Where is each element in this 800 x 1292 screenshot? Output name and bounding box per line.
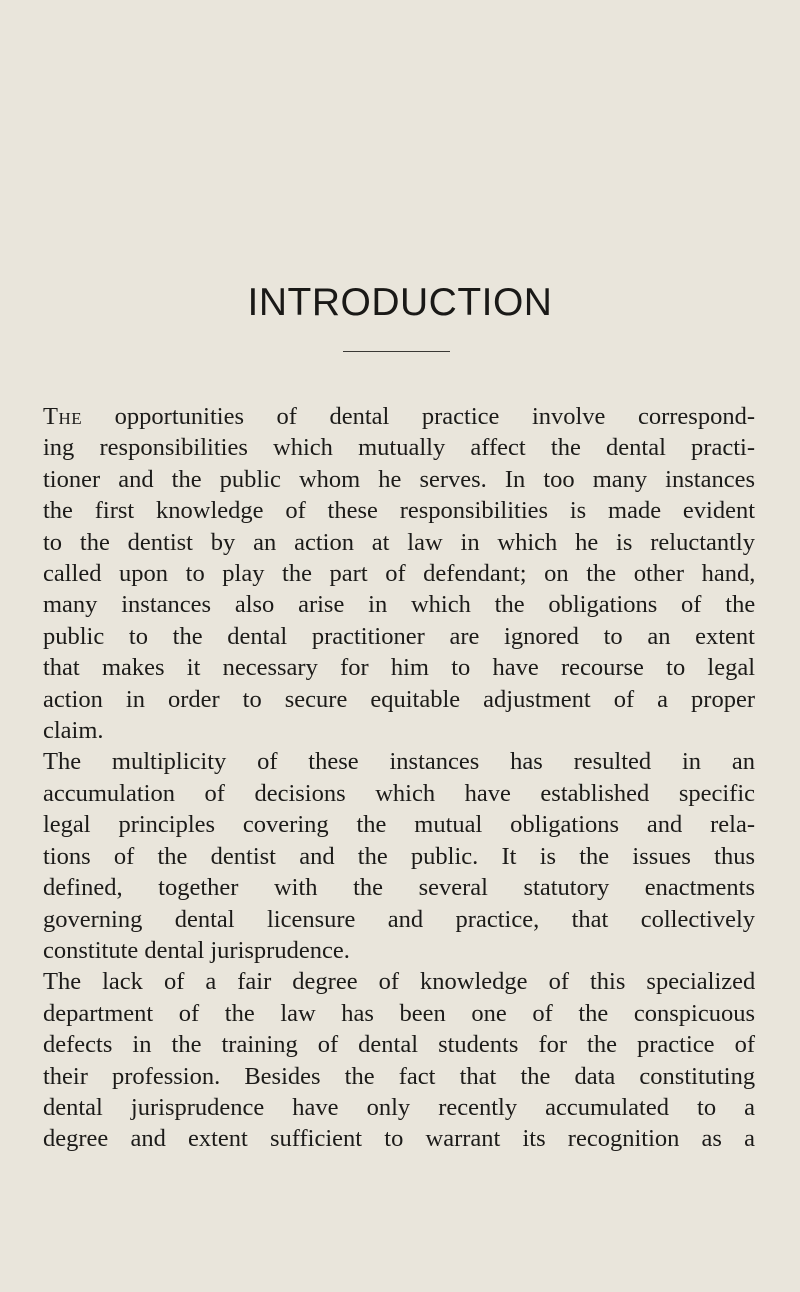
- title-rule: [343, 351, 450, 352]
- text-line: governing dental licensure and practice, that collectively: [43, 905, 755, 933]
- text-line: defined, together with the several statutory enactments: [43, 874, 755, 902]
- text-line: defects in the training of dental students for the practice of: [43, 1031, 755, 1059]
- text-line: The lack of a fair degree of knowledge of this specialized: [43, 968, 756, 996]
- text-line: The opportunities of dental practice involve correspond-: [43, 403, 755, 430]
- text-line: department of the law has been one of the conspicuous: [43, 999, 755, 1027]
- paragraph-1: [43, 401, 755, 746]
- paragraph-3: [43, 966, 755, 1154]
- text-line: dental jurisprudence have only recently accumulated to a: [43, 1093, 755, 1121]
- text-line: tioner and the public whom he serves. In too many instances: [43, 465, 755, 493]
- text-line: the first knowledge of these responsibilities is made evident: [43, 497, 755, 525]
- paragraph-2: [43, 746, 755, 966]
- body-text: [43, 401, 755, 1155]
- text-line: legal principles covering the mutual obligations and rela-: [43, 811, 755, 839]
- text-line: claim.: [43, 717, 104, 745]
- chapter-title: INTRODUCTION: [247, 281, 553, 324]
- text-line: degree and extent sufficient to warrant its recognition as a: [43, 1125, 755, 1153]
- text-line: constitute dental jurisprudence.: [43, 936, 350, 964]
- text-line: public to the dental practitioner are ignored to an extent: [43, 622, 755, 650]
- text-line: to the dentist by an action at law in which he is reluctantly: [43, 528, 755, 556]
- text-line: tions of the dentist and the public. It is the issues thus: [43, 842, 755, 870]
- text-line: that makes it necessary for him to have recourse to legal: [43, 654, 756, 682]
- text-line: called upon to play the part of defendant; on the other hand,: [43, 560, 756, 588]
- text-line: ing responsibilities which mutually affect the dental practi-: [43, 434, 755, 462]
- text-line: their profession. Besides the fact that the data constituting: [43, 1062, 756, 1090]
- text-line: action in order to secure equitable adjustment of a proper: [43, 685, 755, 713]
- text-line: accumulation of decisions which have established specific: [43, 779, 755, 807]
- text-line: many instances also arise in which the obligations of the: [43, 591, 756, 619]
- paragraph-lead: The: [43, 403, 83, 430]
- text-line: The multiplicity of these instances has resulted in an: [43, 748, 755, 776]
